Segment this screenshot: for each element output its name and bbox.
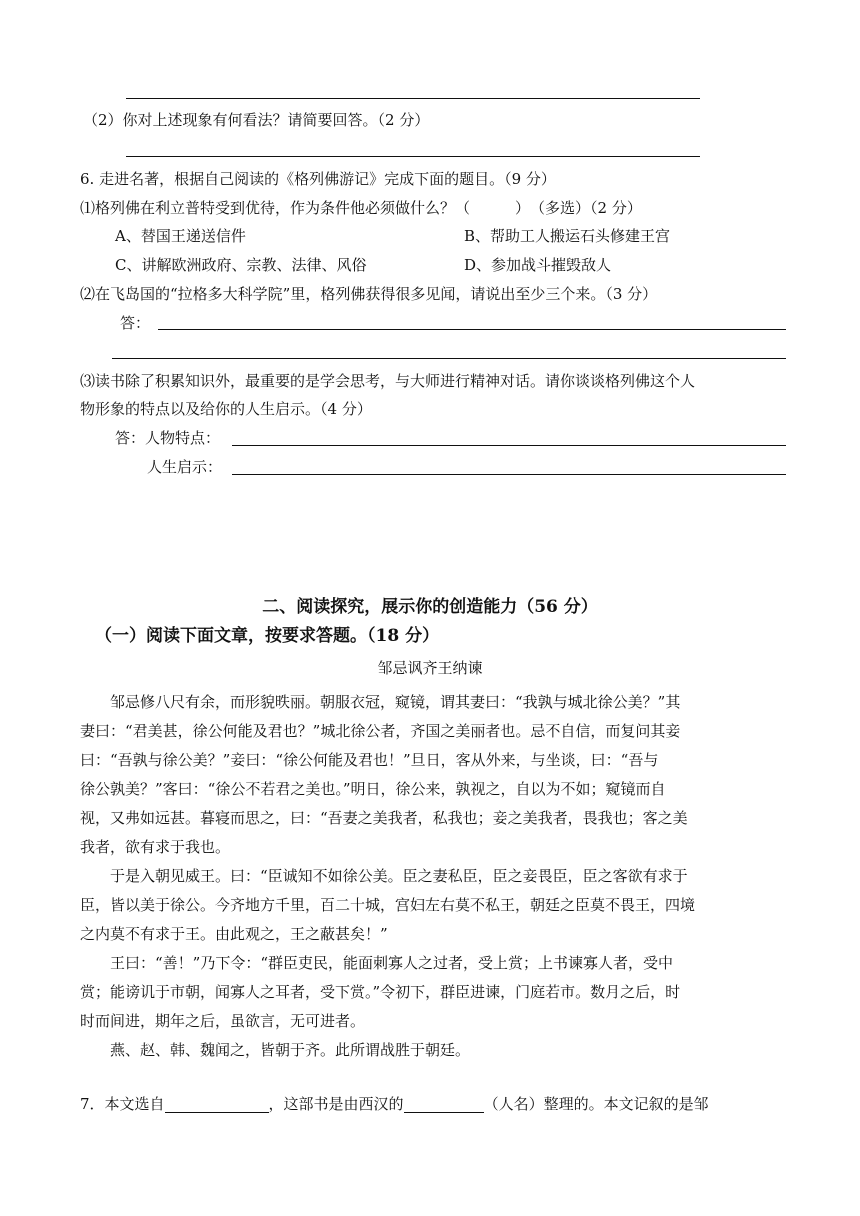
q6-part3-line2: 物形象的特点以及给你的人生启示。（4 分）: [80, 400, 372, 418]
passage-line: 视，又弗如远甚。暮寝而思之，曰：“吾妻之美我者，私我也；妾之美我者，畏我也；客之美: [80, 809, 688, 827]
passage-line: 徐公孰美？”客曰：“徐公不若君之美也。”明日，徐公来，孰视之，自以为不如；窥镜而自: [80, 780, 666, 798]
answer-line: [126, 156, 700, 157]
q6-option-a: A、替国王递送信件: [115, 227, 246, 245]
passage-line: 赏；能谤讥于市朝，闻寡人之耳者，受下赏。”令初下，群臣进谏，门庭若市。数月之后，时: [80, 983, 681, 1001]
passage-line: 曰：“吾孰与徐公美？”妾曰：“徐公何能及君也！”旦日，客从外来，与坐谈，曰：“吾与: [80, 751, 659, 769]
passage-body: [80, 688, 695, 1065]
q6-stem: 6. 走进名著，根据自己阅读的《格列佛游记》完成下面的题目。（9 分）: [80, 170, 556, 188]
answer-line: [232, 445, 786, 446]
passage-line: 臣，皆以美于徐公。今齐地方千里，百二十城，宫妇左右莫不私王，朝廷之臣莫不畏王，四境: [80, 896, 696, 914]
passage-line: 之内莫不有求于王。由此观之，王之蔽甚矣！”: [80, 925, 388, 943]
passage-line: 于是入朝见威王。曰：“臣诚知不如徐公美。臣之妻私臣，臣之妾畏臣，臣之客欲有求于: [80, 867, 688, 885]
passage-line: 邹忌修八尺有余，而形貌昳丽。朝服衣冠，窥镜，谓其妻曰：“我孰与城北徐公美？”其: [80, 693, 681, 711]
answer-line: [232, 474, 786, 475]
passage-line: 燕、赵、韩、魏闻之，皆朝于齐。此所谓战胜于朝廷。: [80, 1041, 471, 1059]
q6-part3-line1: ⑶读书除了积累知识外，最重要的是学会思考，与大师进行精神对话。请你谈谈格列佛这个人: [80, 372, 696, 390]
blank-compiler-name[interactable]: [404, 1096, 484, 1113]
q6-option-b: B、帮助工人搬运石头修建王宫: [464, 227, 671, 245]
q6-part1: ⑴格列佛在利立普特受到优待，作为条件他必须做什么？（ ） （多选）（2 分）: [80, 199, 642, 217]
passage-line: 时而间进，期年之后，虽欲言，无可进者。: [80, 1012, 366, 1030]
q7-part1: 7．本文选自: [80, 1095, 165, 1113]
section-subtitle: （一）阅读下面文章，按要求答题。（18 分）: [95, 626, 440, 646]
q7-part2: ，这部书是由西汉的: [268, 1095, 404, 1113]
blank-book-source[interactable]: [165, 1096, 269, 1113]
section-title: 二、阅读探究，展示你的创造能力（56 分）: [262, 597, 598, 617]
q6-part2-answer-label: 答：: [120, 314, 151, 332]
answer-line: [158, 329, 786, 330]
q7-part3: （人名）整理的。本文记叙的是邹: [483, 1095, 709, 1113]
passage-line: 妻曰：“君美甚，徐公何能及君也？”城北徐公者，齐国之美丽者也。忌不自信，而复问其妾: [80, 722, 681, 740]
q6-part2: ⑵在飞岛国的“拉格多大科学院”里，格列佛获得很多见闻，请说出至少三个来。（3 分）: [80, 285, 658, 303]
q6-part3-answer-insight: 人生启示：: [147, 458, 223, 476]
q6-option-d: D、参加战斗摧毁敌人: [464, 256, 612, 274]
q6-option-c: C、讲解欧洲政府、宗教、法律、风俗: [115, 256, 367, 274]
answer-line: [126, 98, 700, 99]
q7: [80, 1095, 709, 1113]
passage-title: 邹忌讽齐王纳谏: [377, 659, 483, 677]
answer-line: [112, 358, 786, 359]
q6-part3-answer-traits: 答：人物特点：: [115, 429, 221, 447]
passage-line: 王曰：“善！”乃下令：“群臣吏民，能面刺寡人之过者，受上赏；上书谏寡人者，受中: [80, 954, 674, 972]
passage-line: 我者，欲有求于我也。: [80, 838, 231, 856]
q5-part2: （2）你对上述现象有何看法？请简要回答。（2 分）: [83, 111, 430, 129]
